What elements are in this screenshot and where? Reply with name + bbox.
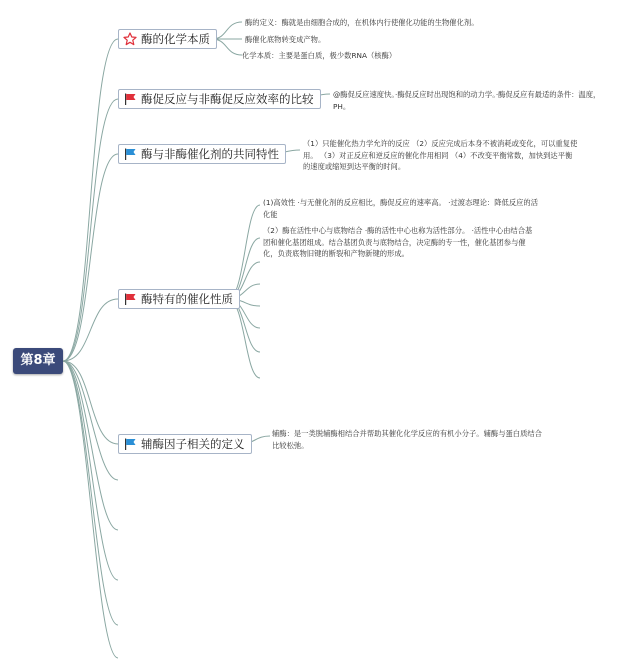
red-flag-icon bbox=[123, 292, 137, 306]
connector-root-empty-3 bbox=[63, 361, 118, 580]
topic-3-note-1: （1）只能催化热力学允许的反应 （2）反应完成后本身不被消耗或变化，可以重复使用。 （3）对正反应和逆反应的催化作用相同 （4）不改变平衡常数，加快到达平衡的速度或缩短到达平衡的时间。 bbox=[303, 139, 578, 171]
connector-root-topic-1 bbox=[63, 39, 118, 361]
topic-label: 酶特有的催化性质 bbox=[141, 292, 233, 306]
star-outline-icon bbox=[123, 32, 137, 46]
topic-4-note-1: (1)高效性 ·与无催化剂的反应相比，酶促反应的速率高。 ·过渡态理论：降低反应的活化能 bbox=[263, 198, 539, 219]
topic-5-note-1: 辅酶：是一类脱辅酶相结合并帮助其催化化学反应的有机小分子。辅酶与蛋白质结合比较松弛。 bbox=[272, 429, 542, 450]
topic-node-3[interactable] bbox=[118, 144, 286, 164]
topic-1-note-1: 酶的定义：酶就是由细胞合成的，在机体内行使催化功能的生物催化剂。 bbox=[245, 18, 479, 27]
topic-label: 酶促反应与非酶促反应效率的比较 bbox=[141, 92, 314, 106]
root-node[interactable]: 第8章 bbox=[13, 348, 63, 374]
red-flag-icon bbox=[123, 92, 137, 106]
topic-4-note-2: （2）酶在活性中心与底物结合 ·酶的活性中心也称为活性部分。 ·活性中心由结合基团和催化基团组成。结合基团负责与底物结合，决定酶的专一性，催化基团参与催化，负责底物旧键的断裂和产物新键的形成。 bbox=[263, 226, 533, 258]
topic-label: 辅酶因子相关的定义 bbox=[141, 437, 245, 451]
blue-flag-icon bbox=[123, 437, 137, 451]
topic-label: 酶与非酶催化剂的共同特性 bbox=[141, 147, 279, 161]
topic-node-2[interactable] bbox=[118, 89, 321, 109]
topic-1-note-3: 化学本质：主要是蛋白质，极少数RNA（核酶） bbox=[242, 51, 397, 60]
blue-flag-icon bbox=[123, 147, 137, 161]
topic-1-note-2: 酶催化底物转变成产物。 bbox=[245, 35, 326, 44]
connector-root-empty-4 bbox=[63, 361, 118, 625]
topic-node-1[interactable] bbox=[118, 29, 217, 49]
topic-2-note-1: @酶促反应速度快。·酶促反应时出现饱和的动力学。·酶促反应有最适的条件：温度，PH。 bbox=[333, 90, 601, 111]
topic-node-4[interactable] bbox=[118, 289, 240, 309]
connector-root-topic-2 bbox=[63, 99, 118, 361]
topic-node-5[interactable] bbox=[118, 434, 252, 454]
connector-topic4-sub-8 bbox=[228, 299, 260, 378]
topic-label: 酶的化学本质 bbox=[141, 32, 210, 46]
